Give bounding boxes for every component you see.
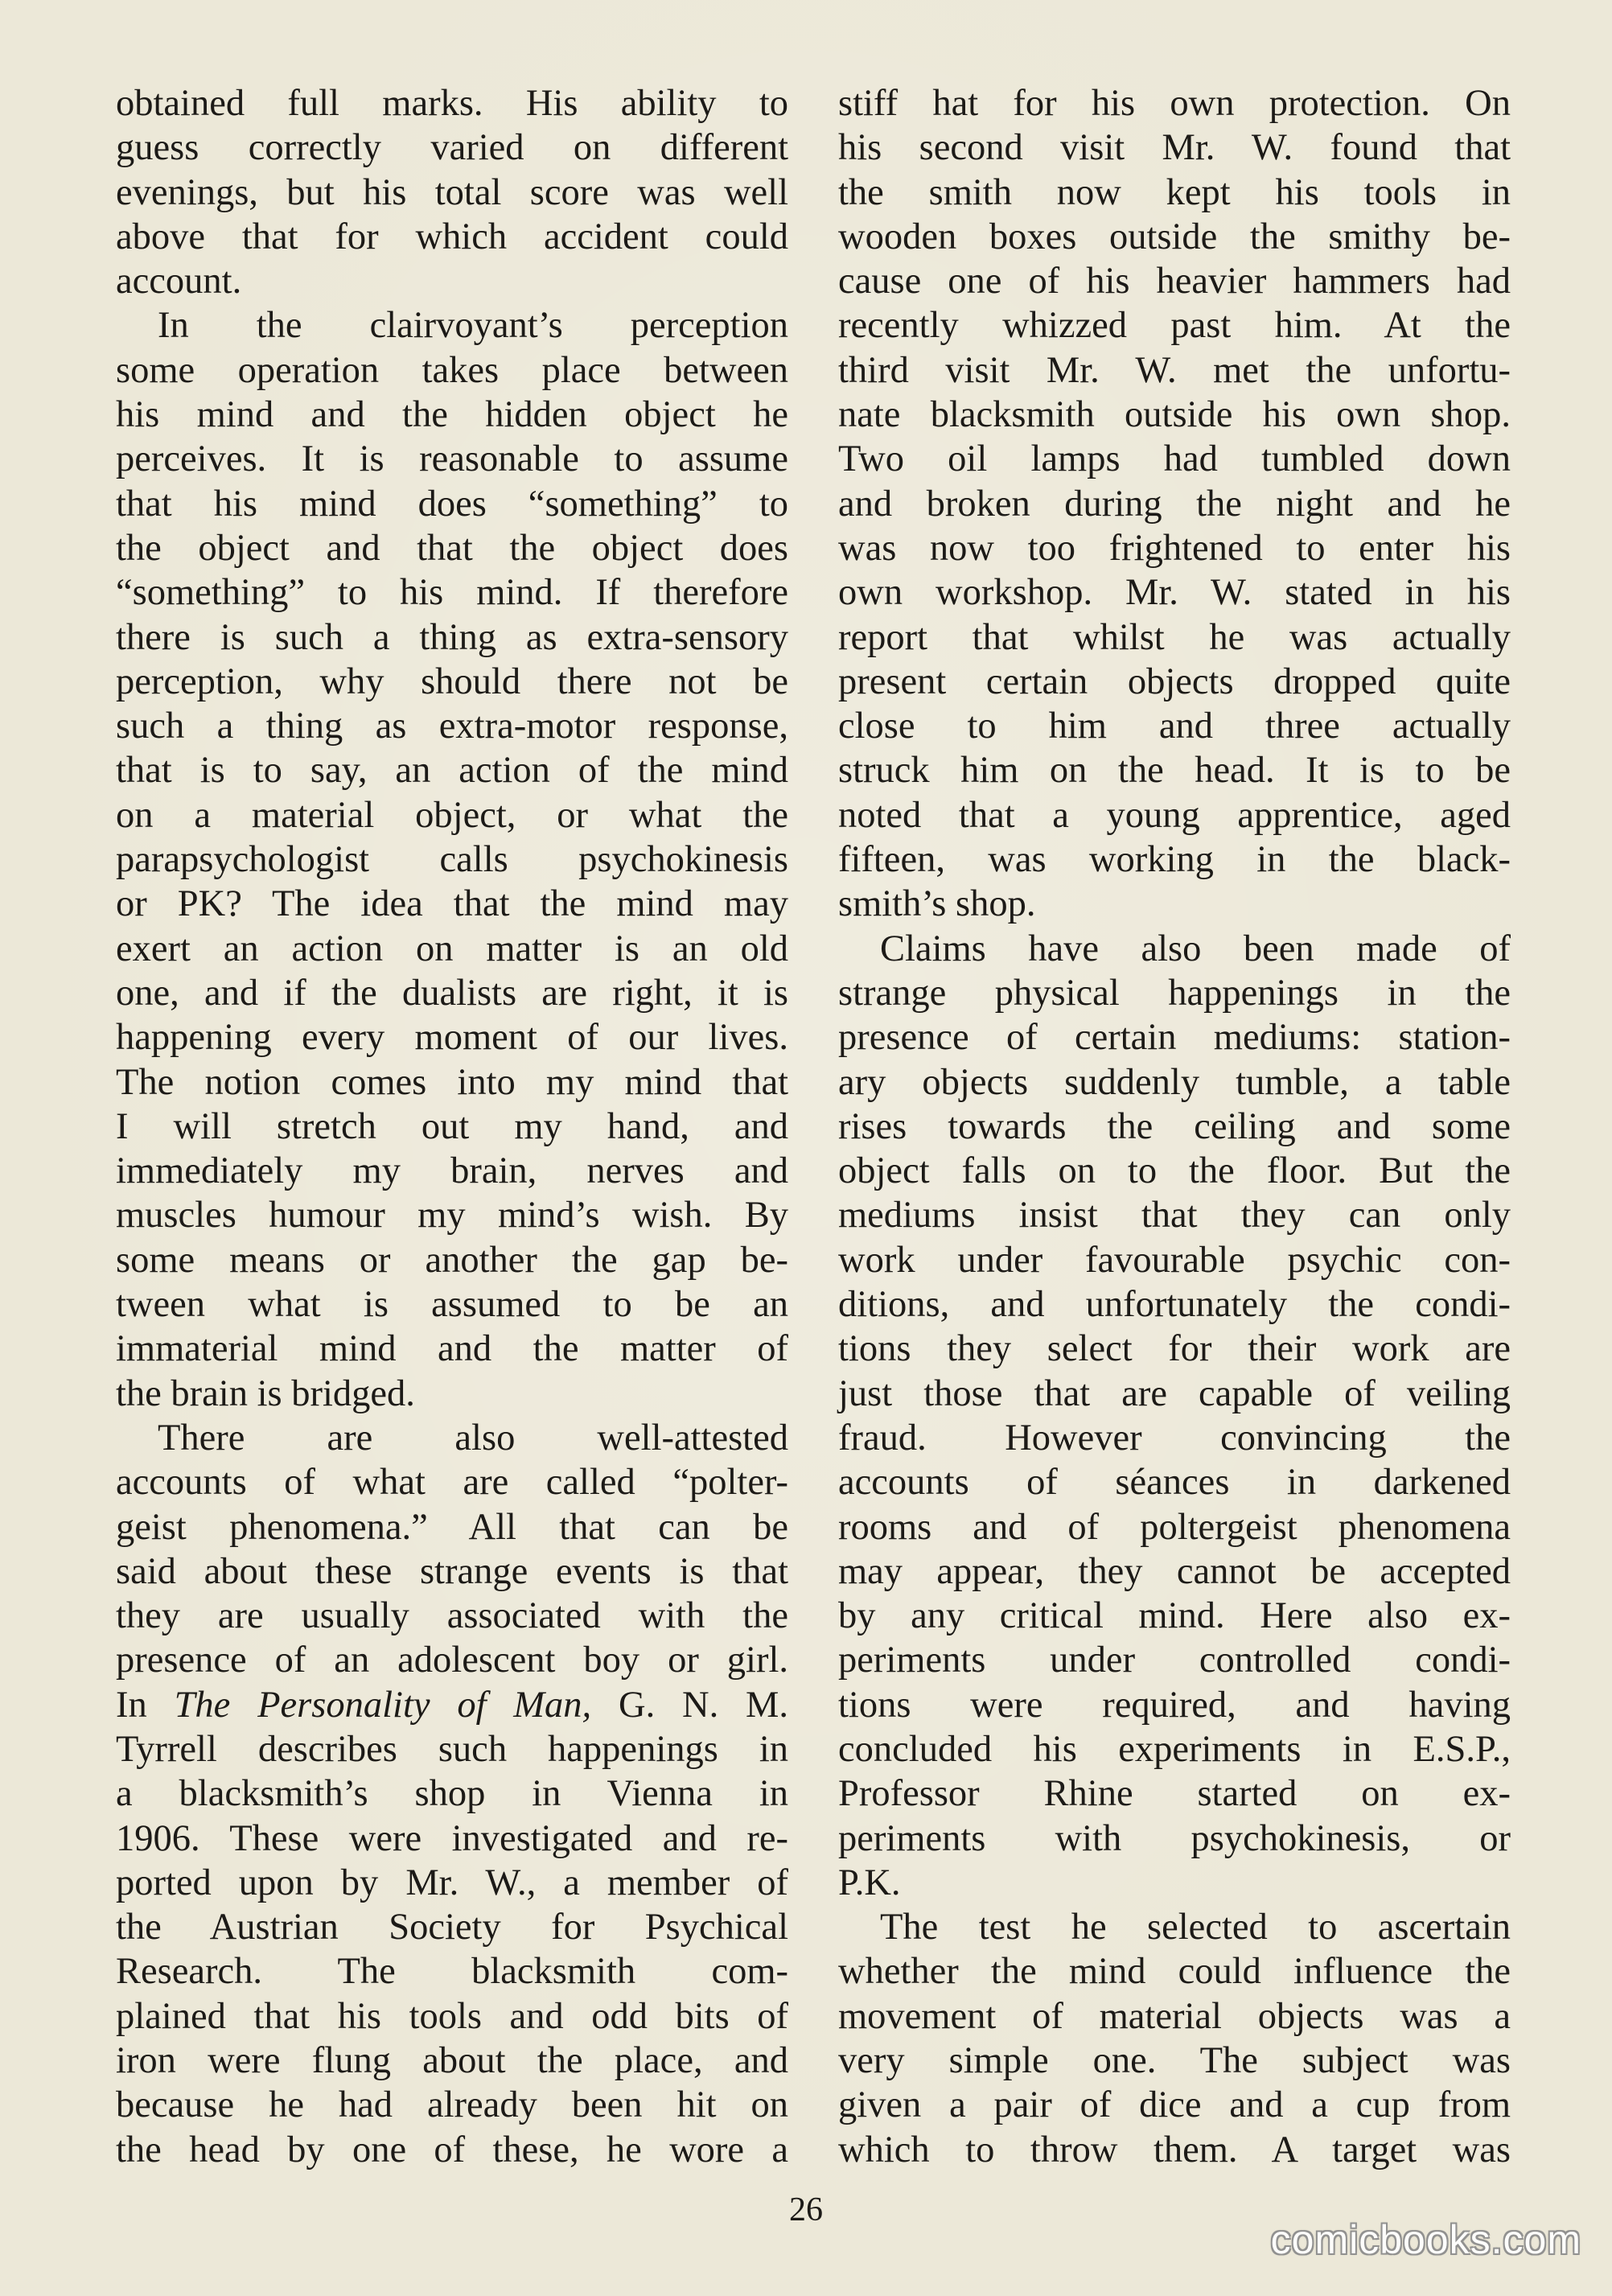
text-line: rooms and of poltergeist phenomena (838, 1506, 1511, 1548)
text-line: evenings, but his total score was well (116, 171, 788, 213)
text-line: Professor Rhine started on ex- (838, 1773, 1511, 1815)
text-line: and broken during the night and he (838, 483, 1511, 525)
page-number: 26 (789, 2191, 823, 2228)
text-line: whether the mind could influence the (838, 1951, 1511, 1993)
text-line: own workshop. Mr. W. stated in his (838, 572, 1511, 614)
text-line: ditions, and unfortunately the condi- (838, 1284, 1511, 1326)
text-line: his mind and the hidden object he (116, 394, 788, 436)
text-line: guess correctly varied on different (116, 127, 788, 169)
text-line: There are also well-attested (158, 1417, 788, 1459)
text-line: immaterial mind and the matter of (116, 1328, 788, 1370)
text-line: rises towards the ceiling and some (838, 1105, 1511, 1147)
text-line: the smith now kept his tools in (838, 171, 1511, 213)
left-text-column (116, 81, 788, 2172)
text-line: given a pair of dice and a cup from (838, 2084, 1511, 2126)
text-line: recently whizzed past him. At the (838, 305, 1511, 347)
text-line: his second visit Mr. W. found that (838, 127, 1511, 169)
text-line: muscles humour my mind’s wish. By (116, 1195, 788, 1236)
text-line: accounts of what are called “polter- (116, 1462, 788, 1504)
text-line-segment: In (116, 1684, 175, 1726)
text-line: the Austrian Society for Psychical (116, 1907, 788, 1948)
text-line: obtained full marks. His ability to (116, 83, 788, 124)
text-line: there is such a thing as extra-sensory (116, 616, 788, 658)
text-line: periments under controlled condi- (838, 1640, 1511, 1681)
watermark-logo: comicbooks.com (1270, 2217, 1581, 2262)
text-line: concluded his experiments in E.S.P., (838, 1728, 1511, 1770)
text-line: Claims have also been made of (880, 928, 1511, 969)
text-line: a blacksmith’s shop in Vienna in (116, 1773, 788, 1815)
text-line: Tyrrell describes such happenings in (116, 1728, 788, 1770)
text-line: P.K. (838, 1862, 901, 1903)
text-line: ary objects suddenly tumble, a table (838, 1061, 1511, 1103)
text-line: just those that are capable of veiling (838, 1372, 1511, 1414)
text-line: ported upon by Mr. W., a member of (116, 1862, 788, 1903)
text-line: because he had already been hit on (116, 2084, 788, 2126)
text-line: periments with psychokinesis, or (838, 1817, 1511, 1859)
text-line: one, and if the dualists are right, it is (116, 972, 788, 1014)
text-line: The test he selected to ascertain (880, 1907, 1511, 1948)
text-line: very simple one. The subject was (838, 2040, 1511, 2082)
text-line: by any critical mind. Here also ex- (838, 1595, 1511, 1637)
text-line: presence of certain mediums: station- (838, 1017, 1511, 1059)
text-line: third visit Mr. W. met the unfortu- (838, 349, 1511, 391)
text-line: wooden boxes outside the smithy be- (838, 216, 1511, 257)
text-line: geist phenomena.” All that can be (116, 1506, 788, 1548)
right-text-column (838, 81, 1511, 2172)
text-line: on a material object, or what the (116, 794, 788, 836)
text-line: I will stretch out my hand, and (116, 1105, 788, 1147)
text-line: accounts of séances in darkened (838, 1462, 1511, 1504)
text-line: strange physical happenings in the (838, 972, 1511, 1014)
text-line: exert an action on matter is an old (116, 928, 788, 969)
text-line: movement of material objects was a (838, 1995, 1511, 2037)
text-line: immediately my brain, nerves and (116, 1150, 788, 1192)
text-line: fraud. However convincing the (838, 1417, 1511, 1459)
text-line: cause one of his heavier hammers had (838, 261, 1511, 302)
text-line: or PK? The idea that the mind may (116, 883, 788, 925)
book-title: The Personality of Man, (174, 1684, 592, 1726)
text-line: 1906. These were investigated and re- (116, 1817, 788, 1859)
text-line: tions were required, and having (838, 1684, 1511, 1726)
text-line: they are usually associated with the (116, 1595, 788, 1637)
text-line: In the clairvoyant’s perception (158, 305, 788, 347)
text-line: noted that a young apprentice, aged (838, 794, 1511, 836)
text-line: work under favourable psychic con- (838, 1239, 1511, 1281)
text-line: parapsychologist calls psychokinesis (116, 839, 788, 881)
text-line: said about these strange events is that (116, 1550, 788, 1592)
text-line (116, 1683, 788, 1727)
text-line: the head by one of these, he wore a (116, 2129, 788, 2171)
text-line: mediums insist that they can only (838, 1195, 1511, 1236)
text-line: above that for which accident could (116, 216, 788, 257)
text-line: presence of an adolescent boy or girl. (116, 1640, 788, 1681)
text-line: nate blacksmith outside his own shop. (838, 394, 1511, 436)
text-line: struck him on the head. It is to be (838, 750, 1511, 792)
text-line: which to throw them. A target was (838, 2129, 1511, 2171)
text-line: perception, why should there not be (116, 660, 788, 702)
text-line-segment: G. N. M. (591, 1684, 788, 1726)
text-line: The notion comes into my mind that (116, 1061, 788, 1103)
text-line: may appear, they cannot be accepted (838, 1550, 1511, 1592)
text-line: report that whilst he was actually (838, 616, 1511, 658)
text-line: some means or another the gap be- (116, 1239, 788, 1281)
text-line: account. (116, 261, 242, 302)
text-line: close to him and three actually (838, 706, 1511, 747)
text-line: that is to say, an action of the mind (116, 750, 788, 792)
text-line: fifteen, was working in the black- (838, 839, 1511, 881)
text-line: some operation takes place between (116, 349, 788, 391)
text-line: the object and that the object does (116, 527, 788, 569)
text-line: tions they select for their work are (838, 1328, 1511, 1370)
text-line: iron were flung about the place, and (116, 2040, 788, 2082)
text-line: Research. The blacksmith com- (116, 1951, 788, 1993)
text-line: tween what is assumed to be an (116, 1284, 788, 1326)
text-line: object falls on to the floor. But the (838, 1150, 1511, 1192)
text-line: such a thing as extra-motor response, (116, 706, 788, 747)
text-line: smith’s shop. (838, 883, 1036, 925)
text-line: the brain is bridged. (116, 1372, 415, 1414)
text-line: was now too frightened to enter his (838, 527, 1511, 569)
text-line: stiff hat for his own protection. On (838, 83, 1511, 124)
text-line: present certain objects dropped quite (838, 660, 1511, 702)
text-line: “something” to his mind. If therefore (116, 572, 788, 614)
text-line: plained that his tools and odd bits of (116, 1995, 788, 2037)
text-line: perceives. It is reasonable to assume (116, 438, 788, 480)
text-line: that his mind does “something” to (116, 483, 788, 525)
text-line: happening every moment of our lives. (116, 1017, 788, 1059)
text-line: Two oil lamps had tumbled down (838, 438, 1511, 480)
